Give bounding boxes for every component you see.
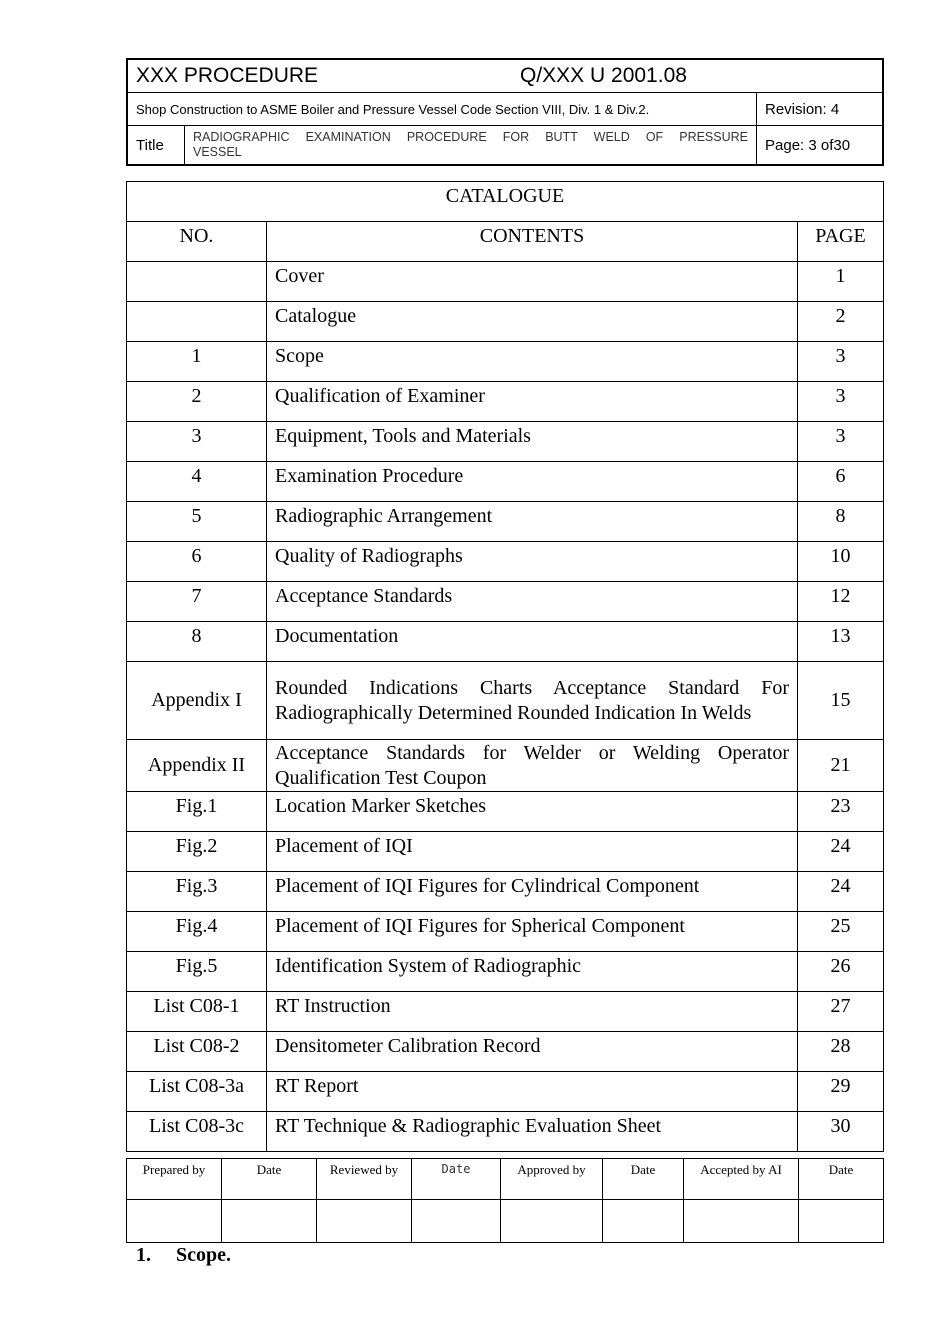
row-page: 12 bbox=[798, 582, 884, 622]
row-no: List C08-2 bbox=[127, 1032, 267, 1072]
reviewed-by-signature bbox=[317, 1200, 412, 1243]
table-row bbox=[127, 542, 884, 582]
table-row bbox=[127, 382, 884, 422]
row-page: 30 bbox=[798, 1112, 884, 1152]
scope-line: Shop Construction to ASME Boiler and Pressure Vessel Code Section VIII, Div. 1 & Div.2. bbox=[127, 93, 757, 126]
row-page: 3 bbox=[798, 422, 884, 462]
row-page: 8 bbox=[798, 502, 884, 542]
row-contents: Quality of Radiographs bbox=[267, 542, 798, 582]
row-contents: Qualification of Examiner bbox=[267, 382, 798, 422]
table-row bbox=[127, 622, 884, 662]
row-contents: Placement of IQI Figures for Spherical Component bbox=[267, 912, 798, 952]
row-contents: RT Report bbox=[267, 1072, 798, 1112]
row-no: Fig.5 bbox=[127, 952, 267, 992]
row-contents: Radiographic Arrangement bbox=[267, 502, 798, 542]
table-row bbox=[127, 740, 884, 792]
document-title-line1: RADIOGRAPHIC EXAMINATION PROCEDURE FOR BUTT WELD OF PRESSURE bbox=[193, 130, 748, 144]
prepared-by-label: Prepared by bbox=[127, 1159, 222, 1200]
date-value bbox=[603, 1200, 684, 1243]
approved-by-signature bbox=[501, 1200, 603, 1243]
table-row bbox=[127, 1112, 884, 1152]
row-page: 23 bbox=[798, 792, 884, 832]
row-no bbox=[127, 302, 267, 342]
row-no: Fig.1 bbox=[127, 792, 267, 832]
row-contents: Placement of IQI bbox=[267, 832, 798, 872]
table-row bbox=[127, 912, 884, 952]
table-row bbox=[127, 462, 884, 502]
row-no: Fig.4 bbox=[127, 912, 267, 952]
table-row bbox=[127, 992, 884, 1032]
row-no: 5 bbox=[127, 502, 267, 542]
accepted-by-signature bbox=[684, 1200, 799, 1243]
row-contents: Rounded Indications Charts Acceptance Standard For Radiographically Determined Rounded Indication In Welds bbox=[267, 662, 798, 740]
revision: Revision: 4 bbox=[757, 93, 884, 126]
accepted-by-label: Accepted by AI bbox=[684, 1159, 799, 1200]
date-value bbox=[412, 1200, 501, 1243]
row-contents: Identification System of Radiographic bbox=[267, 952, 798, 992]
date-value bbox=[222, 1200, 317, 1243]
table-row bbox=[127, 792, 884, 832]
row-no: List C08-1 bbox=[127, 992, 267, 1032]
row-no bbox=[127, 262, 267, 302]
row-no: 1 bbox=[127, 342, 267, 382]
column-header-contents: CONTENTS bbox=[267, 222, 798, 262]
section-heading bbox=[136, 1244, 231, 1267]
row-no: 6 bbox=[127, 542, 267, 582]
row-contents: RT Technique & Radiographic Evaluation Sheet bbox=[267, 1112, 798, 1152]
row-page: 10 bbox=[798, 542, 884, 582]
row-contents: RT Instruction bbox=[267, 992, 798, 1032]
row-contents: Examination Procedure bbox=[267, 462, 798, 502]
row-no: Appendix I bbox=[127, 662, 267, 740]
row-no: 2 bbox=[127, 382, 267, 422]
signature-table bbox=[126, 1158, 884, 1243]
date-value bbox=[799, 1200, 884, 1243]
row-page: 25 bbox=[798, 912, 884, 952]
row-no: List C08-3c bbox=[127, 1112, 267, 1152]
title-label: Title bbox=[127, 126, 185, 166]
prepared-by-signature bbox=[127, 1200, 222, 1243]
table-row bbox=[127, 262, 884, 302]
table-row bbox=[127, 502, 884, 542]
row-contents: Acceptance Standards bbox=[267, 582, 798, 622]
row-no: Fig.3 bbox=[127, 872, 267, 912]
row-contents: Location Marker Sketches bbox=[267, 792, 798, 832]
column-header-page: PAGE bbox=[798, 222, 884, 262]
row-page: 13 bbox=[798, 622, 884, 662]
row-page: 26 bbox=[798, 952, 884, 992]
catalogue-heading: CATALOGUE bbox=[127, 182, 884, 222]
table-row bbox=[127, 832, 884, 872]
table-row bbox=[127, 302, 884, 342]
table-row bbox=[127, 342, 884, 382]
row-no: 8 bbox=[127, 622, 267, 662]
column-header-no: NO. bbox=[127, 222, 267, 262]
row-page: 15 bbox=[798, 662, 884, 740]
row-contents: Acceptance Standards for Welder or Welding Operator Qualification Test Coupon bbox=[267, 740, 798, 792]
document-header bbox=[126, 58, 884, 166]
section-number: 1. bbox=[136, 1244, 151, 1266]
row-no: List C08-3a bbox=[127, 1072, 267, 1112]
document-title-line2: VESSEL bbox=[193, 145, 242, 159]
row-no: Appendix II bbox=[127, 740, 267, 792]
procedure-code: Q/XXX U 2001.08 bbox=[520, 64, 687, 87]
table-row bbox=[127, 662, 884, 740]
approved-by-label: Approved by bbox=[501, 1159, 603, 1200]
date-label: Date bbox=[799, 1159, 884, 1200]
row-contents: Documentation bbox=[267, 622, 798, 662]
row-contents: Equipment, Tools and Materials bbox=[267, 422, 798, 462]
row-contents: Catalogue bbox=[267, 302, 798, 342]
procedure-name: XXX PROCEDURE bbox=[136, 64, 319, 87]
date-label: Date bbox=[603, 1159, 684, 1200]
row-page: 28 bbox=[798, 1032, 884, 1072]
table-row bbox=[127, 1032, 884, 1072]
row-contents: Cover bbox=[267, 262, 798, 302]
table-row bbox=[127, 422, 884, 462]
document-title bbox=[185, 126, 757, 166]
row-page: 6 bbox=[798, 462, 884, 502]
table-row bbox=[127, 582, 884, 622]
row-page: 24 bbox=[798, 832, 884, 872]
date-label: Date bbox=[412, 1159, 501, 1200]
page-number: Page: 3 of30 bbox=[757, 126, 884, 166]
row-page: 3 bbox=[798, 382, 884, 422]
row-page: 2 bbox=[798, 302, 884, 342]
row-no: 3 bbox=[127, 422, 267, 462]
row-contents: Scope bbox=[267, 342, 798, 382]
date-label: Date bbox=[222, 1159, 317, 1200]
procedure-title-cell bbox=[127, 59, 883, 93]
row-contents: Placement of IQI Figures for Cylindrical Component bbox=[267, 872, 798, 912]
section-title: Scope. bbox=[176, 1244, 231, 1266]
table-row bbox=[127, 872, 884, 912]
row-page: 24 bbox=[798, 872, 884, 912]
row-no: 4 bbox=[127, 462, 267, 502]
table-row bbox=[127, 952, 884, 992]
reviewed-by-label: Reviewed by bbox=[317, 1159, 412, 1200]
row-page: 29 bbox=[798, 1072, 884, 1112]
row-no: Fig.2 bbox=[127, 832, 267, 872]
row-page: 27 bbox=[798, 992, 884, 1032]
row-contents: Densitometer Calibration Record bbox=[267, 1032, 798, 1072]
row-page: 21 bbox=[798, 740, 884, 792]
row-page: 3 bbox=[798, 342, 884, 382]
row-no: 7 bbox=[127, 582, 267, 622]
catalogue-table bbox=[126, 181, 884, 1152]
table-row bbox=[127, 1072, 884, 1112]
row-page: 1 bbox=[798, 262, 884, 302]
